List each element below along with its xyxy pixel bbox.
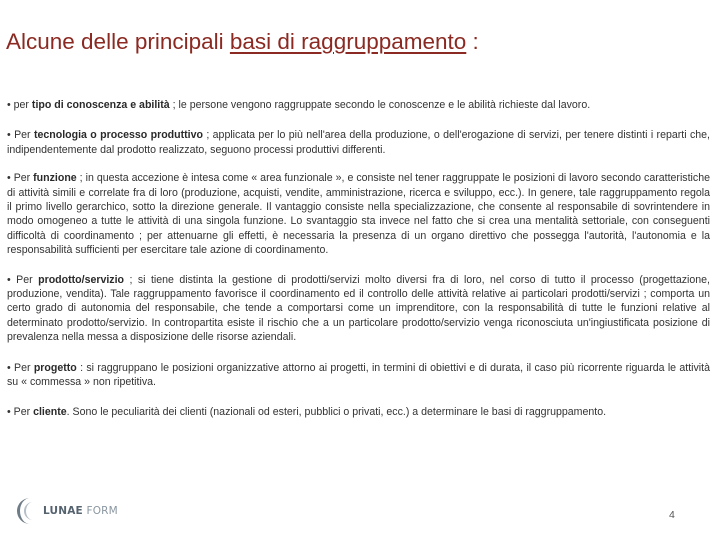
bullet-function [7,171,710,257]
bullet-term: cliente [33,405,67,418]
bullet-prefix: • Per [7,405,34,418]
company-logo [14,496,118,526]
bullet-text: . Sono le peculiarità dei clienti (nazionali od esteri, pubblici o privati, ecc.) a determinare le basi di raggruppamento. [66,405,607,418]
page-number: 4 [669,509,675,521]
bullet-prefix: • Per [7,361,34,374]
bullet-text: ; si tiene distinta la gestione di prodotti/servizi molto diversi fra di loro, nel corso di tutto il processo (progettazione, produzione, vendita). Tale raggruppamento favorisce il coordinamento ed il controllo delle attività relative ai particolari prodotti/servizi ; comporta un certo grado di autonomia del responsabile, che tende a comportarsi come un imprenditore, con la responsabilità di tutte le funzioni relative al determinato prodotto/servizio. In contropartita esiste il rischio che a un particolare prodotto/servizio venga riconosciuta un'ingiustificata posizione di prevalenza nella messa a disposizione delle risorse aziendali. [7,273,710,344]
title-text-post: : [466,29,479,54]
moon-logo-icon [14,496,40,526]
bullet-product-service [7,273,710,345]
logo-wordmark [43,505,118,517]
bullet-prefix: • Per [7,172,34,185]
bullet-term: progetto [33,361,77,374]
bullet-prefix: • per [7,99,32,111]
logo-word-lunae: LUNAE [43,505,83,517]
bullet-text: ; le persone vengono raggruppate secondo le conoscenze e le abilità richieste dal lavoro. [169,99,591,111]
bullet-text: ; in questa accezione è intesa come « area funzionale », e consiste nel tener raggruppate le posizioni di lavoro secondo caratteristiche di attività simili e correlate fra di loro (produzione, acquisti, vendite, amministrazione, ricerca e sviluppo, ecc.). In genere, tale raggruppamento regola il primo livello gerarchico, sotto la direzione generale. Il vantaggio consiste nella specializzazione, che consente al responsabile di sovrintendere in modo omogeneo a tutte le attività di una singola funzione. Lo svantaggio sta invece nel fatto che si crea una mentalità settoriale, con conseguenti difficoltà di coordinamento ; per attenuarne gli effetti, è necessaria la presenza di un organo direttivo che possegga l'autorità, l'autonomia e la responsabilità sufficienti per esercitare tale azione di coordinamento. [7,172,710,257]
bullet-term: tipo di conoscenza e abilità [31,99,170,111]
bullet-project [7,361,710,390]
bullet-technology [7,128,710,157]
title-underlined-text: basi di raggruppamento [229,29,467,54]
bullet-prefix: • Per [7,273,39,286]
bullet-text: ; applicata per lo più nell'area della produzione, o dell'erogazione di servizi, per tenere distinti i reparti che, indipendentemente dal prodotto realizzato, seguono processi produttivi differenti. [7,129,710,156]
bullet-term: funzione [33,172,77,185]
bullet-prefix: • Per [7,129,34,142]
bullet-text: : si raggruppano le posizioni organizzative attorno ai progetti, in termini di obiettivi e di durata, il caso più ricorrente riguarda le attività su « commessa » non ripetitiva. [7,361,710,389]
bullet-knowledge-skills [7,98,710,112]
bullet-customer [7,405,710,419]
title-text-pre: Alcune delle principali [6,29,230,54]
bullet-term: tecnologia o processo produttivo [33,129,203,142]
slide-title [6,29,479,55]
bullet-list [7,98,710,419]
logo-word-form: FORM [82,505,118,517]
bullet-term: prodotto/servizio [38,273,125,286]
